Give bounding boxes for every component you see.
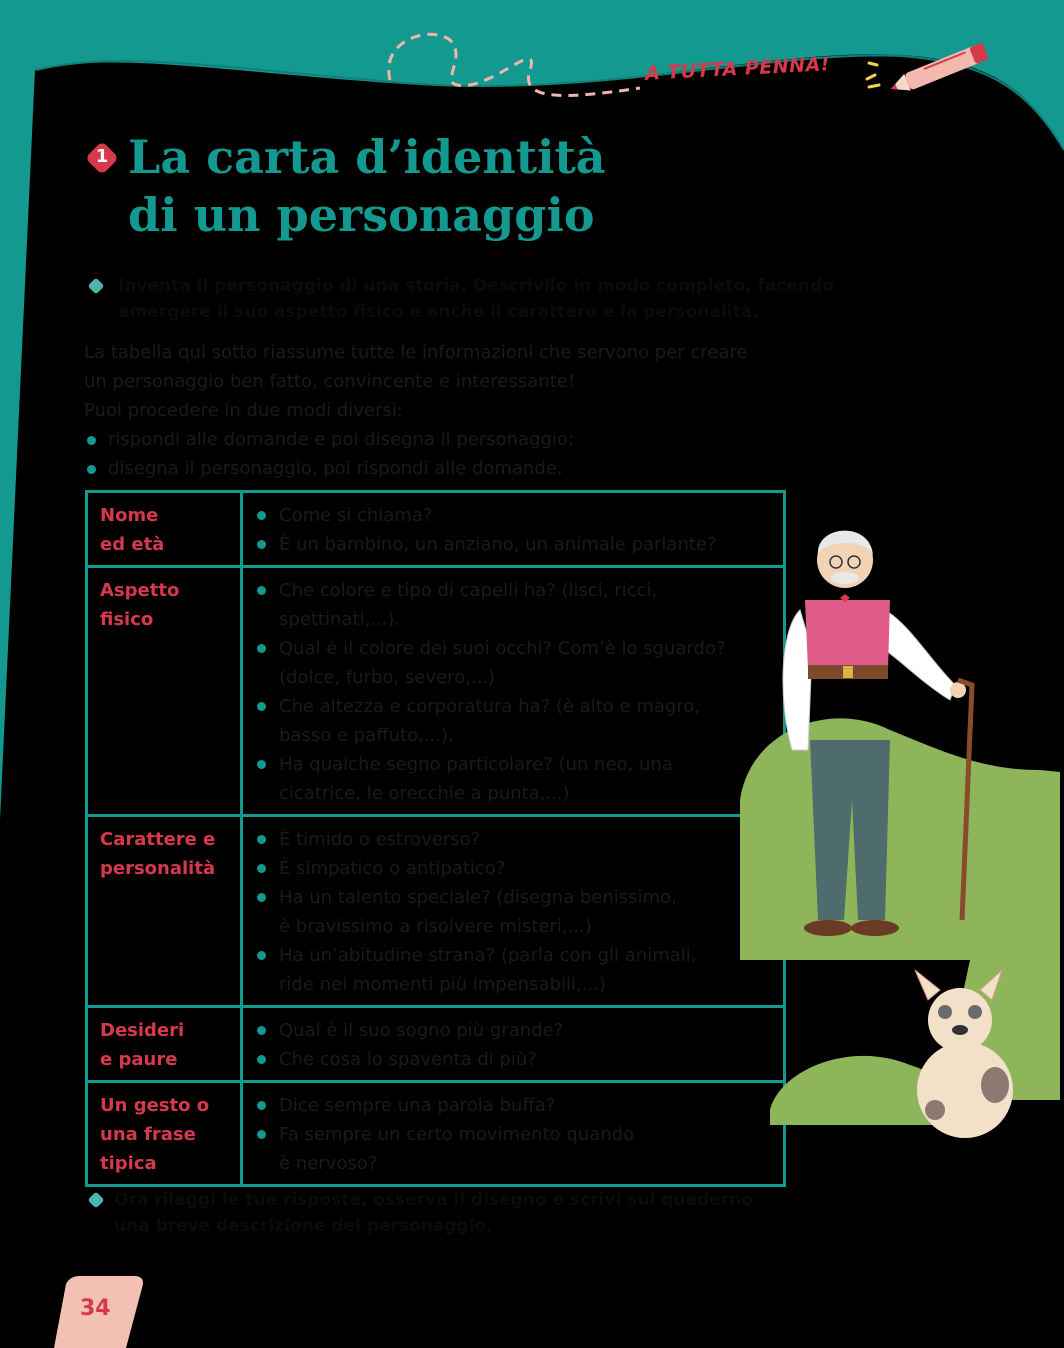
question-line: Fa sempre un certo movimento quando xyxy=(279,1124,635,1145)
category-label: personalità xyxy=(100,858,216,879)
question-line: Ha un’abitudine strana? (parla con gli animali, xyxy=(279,945,697,966)
category-cell xyxy=(87,1082,242,1186)
category-label: ed età xyxy=(100,534,165,555)
category-label: Carattere e xyxy=(100,829,216,850)
question-item xyxy=(279,883,771,941)
questions-cell xyxy=(242,816,785,1007)
question-line: è nervoso? xyxy=(279,1153,378,1174)
question-line: Come si chiama? xyxy=(279,505,433,526)
category-cell xyxy=(87,1007,242,1082)
question-line: Qual è il suo sogno più grande? xyxy=(279,1020,564,1041)
questions-cell xyxy=(242,567,785,816)
intro-line: La tabella qui sotto riassume tutte le informazioni che servono per creare xyxy=(84,342,748,363)
question-item xyxy=(279,1120,771,1178)
diamond-bullet-icon xyxy=(86,276,106,296)
question-line: È timido o estroverso? xyxy=(279,829,481,850)
question-line: Qual è il colore dei suoi occhi? Com’è lo sguardo? xyxy=(279,638,726,659)
question-item xyxy=(279,825,771,854)
intro-bullet: rispondi alle domande e poi disegna il personaggio; xyxy=(84,425,844,454)
question-line: Che altezza e corporatura ha? (è alto e magro, xyxy=(279,696,701,717)
exercise-number-badge xyxy=(84,140,120,176)
question-line: spettinati,...). xyxy=(279,609,401,630)
question-item xyxy=(279,1091,771,1120)
category-cell xyxy=(87,492,242,567)
instruction-line: Inventa il personaggio di una storia. Descrivilo in modo completo, facendo xyxy=(118,276,834,296)
table-row xyxy=(87,816,785,1007)
question-line: (dolce, furbo, severo,...) xyxy=(279,667,496,688)
question-line: cicatrice, le orecchie a punta,...) xyxy=(279,783,570,804)
question-line: Dice sempre una parola buffa? xyxy=(279,1095,556,1116)
questions-cell xyxy=(242,1082,785,1186)
instruction-line: emergere il suo aspetto fisico e anche il carattere e la personalità. xyxy=(118,302,759,322)
title-line: di un personaggio xyxy=(128,188,595,242)
question-item xyxy=(279,941,771,999)
questions-cell xyxy=(242,1007,785,1082)
title-line: La carta d’identità xyxy=(128,130,606,184)
identity-card-table xyxy=(85,490,786,1187)
category-label: tipica xyxy=(100,1153,157,1174)
exercise-number: 1 xyxy=(95,146,109,167)
old-man-and-dog-illustration xyxy=(740,500,1060,1160)
intro-bullet: disegna il personaggio, poi rispondi alle domande. xyxy=(84,454,844,483)
diamond-bullet-icon xyxy=(86,1190,106,1210)
intro-paragraph xyxy=(84,338,844,483)
intro-line: Puoi procedere in due modi diversi: xyxy=(84,400,403,421)
question-item xyxy=(279,530,771,559)
instruction-text xyxy=(118,273,834,325)
category-label: Aspetto xyxy=(100,580,180,601)
table-row xyxy=(87,492,785,567)
category-cell xyxy=(87,567,242,816)
category-label: Un gesto o xyxy=(100,1095,210,1116)
question-item xyxy=(279,576,771,634)
table-row xyxy=(87,1007,785,1082)
category-label: fisico xyxy=(100,609,154,630)
category-label: Desideri xyxy=(100,1020,185,1041)
section-banner: A TUTTA PENNA! xyxy=(644,53,831,85)
category-label: Nome xyxy=(100,505,159,526)
question-item xyxy=(279,1016,771,1045)
category-label: e paure xyxy=(100,1049,178,1070)
category-cell xyxy=(87,816,242,1007)
questions-cell xyxy=(242,492,785,567)
page-title xyxy=(128,128,606,244)
question-item xyxy=(279,634,771,692)
category-label: una frase xyxy=(100,1124,196,1145)
question-item xyxy=(279,854,771,883)
table-row xyxy=(87,567,785,816)
intro-line: un personaggio ben fatto, convincente e interessante! xyxy=(84,371,575,392)
question-line: basso e paffuto,...). xyxy=(279,725,454,746)
question-line: ride nei momenti più impensabili,...) xyxy=(279,974,606,995)
question-item xyxy=(279,1045,771,1074)
question-item xyxy=(279,692,771,750)
instruction-text xyxy=(114,1187,753,1239)
pencil-icon xyxy=(865,40,1005,100)
page-number: 34 xyxy=(80,1296,111,1321)
question-item xyxy=(279,501,771,530)
table-row xyxy=(87,1082,785,1186)
question-line: è bravissimo a risolvere misteri,...) xyxy=(279,916,592,937)
question-line: Ha un talento speciale? (disegna benissimo, xyxy=(279,887,677,908)
question-line: È un bambino, un anziano, un animale parlante? xyxy=(279,534,717,555)
question-line: Che colore e tipo di capelli ha? (lisci, ricci, xyxy=(279,580,658,601)
instruction-line: una breve descrizione del personaggio. xyxy=(114,1216,493,1236)
question-line: È simpatico o antipatico? xyxy=(279,858,506,879)
instruction-line: Ora rileggi le tue risposte, osserva il disegno e scrivi sul quaderno xyxy=(114,1190,753,1210)
question-item xyxy=(279,750,771,808)
question-line: Che cosa lo spaventa di più? xyxy=(279,1049,537,1070)
question-line: Ha qualche segno particolare? (un neo, una xyxy=(279,754,673,775)
